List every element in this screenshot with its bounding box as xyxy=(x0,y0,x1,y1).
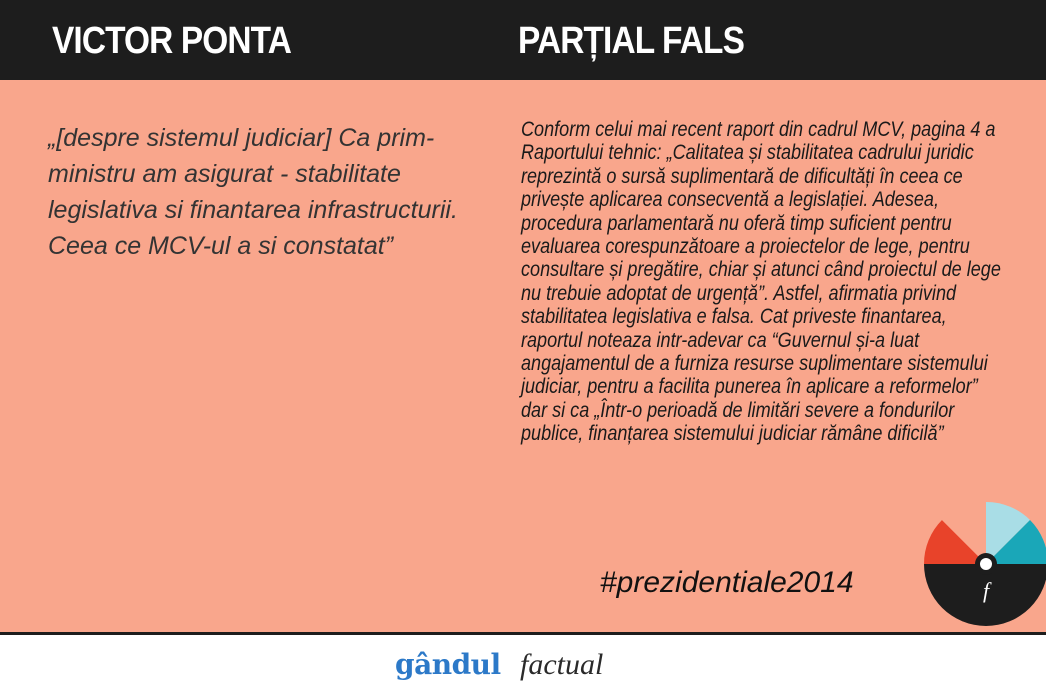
truth-gauge-icon xyxy=(920,498,1046,626)
politician-name: VICTOR PONTA xyxy=(52,20,292,62)
explanation-text: Conform celui mai recent raport din cadrul MCV, pagina 4 a Raportului tehnic: „Calitatea și stabilitatea cadrului juridic reprezintă o sursă suplimentară de dificultăți în ceea ce privește aplicarea consecventă a legislației. Adesea, procedura parlamentară nu oferă timp suficient pentru evaluarea corespunzătoare a proiectelor de lege, pentru consultare și pregătire, chiar și atunci când proiectul de lege nu trebuie adoptat de urgență”. Astfel, afirmatia privind stabilitatea legislativa e falsa. Cat priveste finantarea, raportul noteaza intr-adevar ca “Guvernul și-a luat angajamentul de a furniza resurse suplimentare sistemului judiciar, pentru a facilita punerea în aplicare a reformelor” dar si ca „Într-o perioadă de limitări severe a fondurilor publice, finanțarea sistemului judiciar rămâne dificilă” xyxy=(521,118,1001,446)
svg-text:f: f xyxy=(982,578,990,603)
verdict-label: PARȚIAL FALS xyxy=(518,20,745,62)
hashtag[interactable]: #prezidentiale2014 xyxy=(600,566,854,599)
header-bar xyxy=(0,0,1046,80)
quote-text: „[despre sistemul judiciar] Ca prim-ministru am asigurat - stabilitate legislativa si finantarea infrastructurii. Ceea ce MCV-ul a si constatat” xyxy=(48,124,458,260)
factual-logo[interactable]: factual xyxy=(520,648,604,681)
gandul-logo[interactable]: gândul xyxy=(395,648,501,681)
